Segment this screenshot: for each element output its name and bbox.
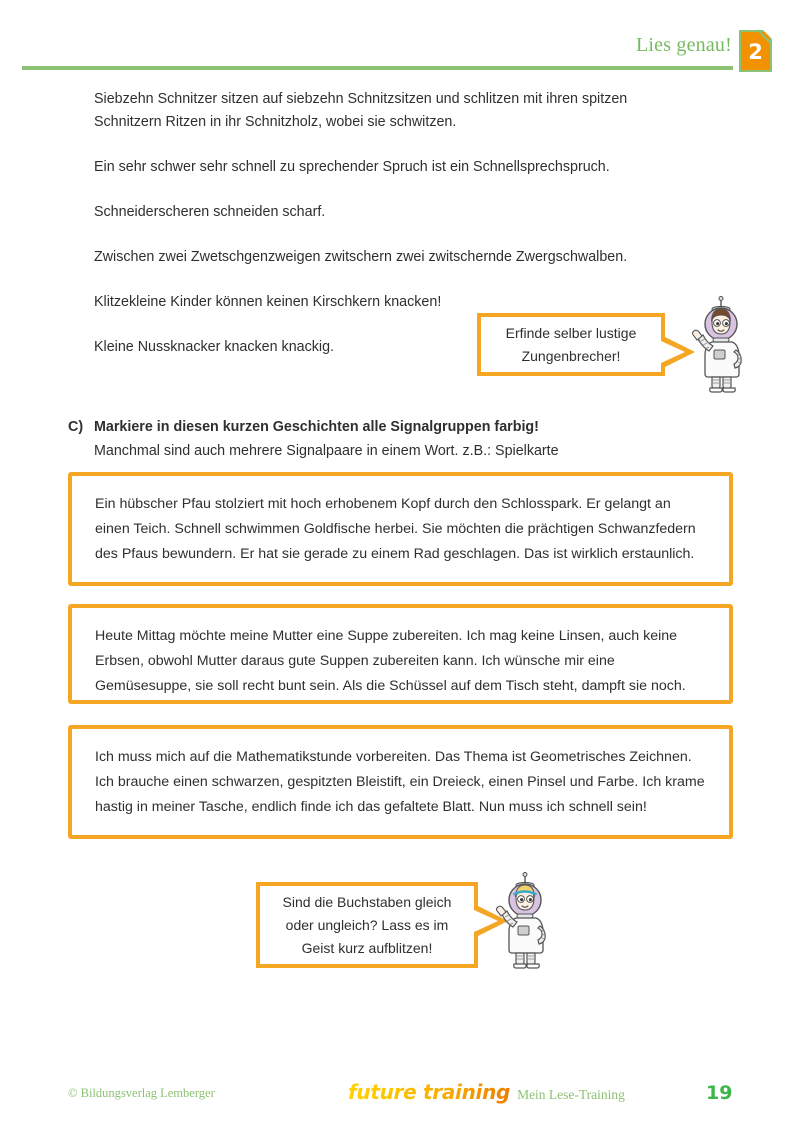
page-number: 19 — [706, 1082, 733, 1104]
speech-bubble-tail-fill — [661, 341, 685, 363]
section-c-heading-row — [68, 416, 728, 438]
tongue-twister-item: Siebzehn Schnitzer sitzen auf siebzehn Schnitzsitzen und schlitzen mit ihren spitzen Schnitzern Ritzen in ihr Schnitzholz, wobei sie schwitzen. — [94, 91, 628, 130]
speech-bubble-top — [477, 313, 665, 376]
speech-bubble-bottom — [256, 882, 478, 968]
page-header — [0, 0, 800, 80]
speech-bubble-bottom-text: Sind die Buchstaben gleich oder ungleich? Lass es im Geist kurz aufblitzen! — [282, 893, 452, 956]
astronaut-icon — [690, 296, 752, 394]
chapter-number: 2 — [748, 40, 763, 64]
chapter-badge — [739, 30, 772, 72]
speech-bubble-top-text: Erfinde selber lustige Zungenbrecher! — [505, 324, 637, 364]
tongue-twister-item: Schneiderscheren schneiden scharf. — [94, 204, 326, 220]
story-box — [68, 604, 733, 704]
astronaut-character-bottom — [494, 872, 556, 970]
section-c-letter: C) — [68, 419, 84, 435]
badge-fold-edge — [758, 29, 773, 44]
page-footer — [0, 1080, 800, 1120]
brand-logo-text: future training — [348, 1080, 511, 1104]
astronaut-character-top — [690, 296, 752, 394]
story-box — [68, 725, 733, 839]
tongue-twister-item: Kleine Nussknacker knacken knackig. — [94, 339, 334, 355]
story-text: Ich muss mich auf die Mathematikstunde vorbereiten. Das Thema ist Geometrisches Zeichnen. Ich brauche einen schwarzen, gespitzten Bleistift, ein Dreieck, einen Pinsel und Farbe. Ich krame hastig in meiner Tasche, endlich finde ich das gefaltete Blatt. Nun muss ich schnell sein! — [95, 749, 705, 815]
page-title: Lies genau! — [635, 34, 732, 56]
copyright-text: © Bildungsverlag Lemberger — [68, 1086, 215, 1100]
brand-lockup — [348, 1080, 625, 1104]
astronaut-icon — [494, 872, 556, 970]
section-c-subinstruction: Manchmal sind auch mehrere Signalpaare in einem Wort. z.B.: Spielkarte — [94, 443, 559, 459]
brand-subtitle: Mein Lese-Training — [517, 1087, 625, 1102]
tongue-twister-item: Zwischen zwei Zwetschgenzweigen zwitschern zwei zwitschernde Zwergschwalben. — [94, 249, 628, 265]
story-text: Ein hübscher Pfau stolziert mit hoch erhobenem Kopf durch den Schlosspark. Er gelangt an einen Teich. Schnell schwimmen Goldfische herbei. Sie möchten die prächtigen Schwanzfedern des Pfaus bewundern. Er hat sie gerade zu einem Rad geschlagen. Das ist wirklich erstaunlich. — [95, 496, 696, 562]
tongue-twister-item: Klitzekleine Kinder können keinen Kirschkern knacken! — [94, 294, 442, 310]
story-box — [68, 472, 733, 586]
tongue-twister-item: Ein sehr schwer sehr schnell zu sprechender Spruch ist ein Schnellsprechspruch. — [94, 159, 610, 175]
story-text: Heute Mittag möchte meine Mutter eine Suppe zubereiten. Ich mag keine Linsen, auch keine Erbsen, obwohl Mutter daraus gute Suppen zubereiten kann. Ich wünsche mir eine Gemüsesuppe, sie soll recht bunt sein. Als die Schüssel auf dem Tisch steht, dampft sie noch. — [95, 628, 686, 694]
section-c — [68, 416, 728, 462]
header-divider — [22, 66, 733, 70]
section-c-instruction: Markiere in diesen kurzen Geschichten alle Signalgruppen farbig! — [94, 419, 539, 435]
